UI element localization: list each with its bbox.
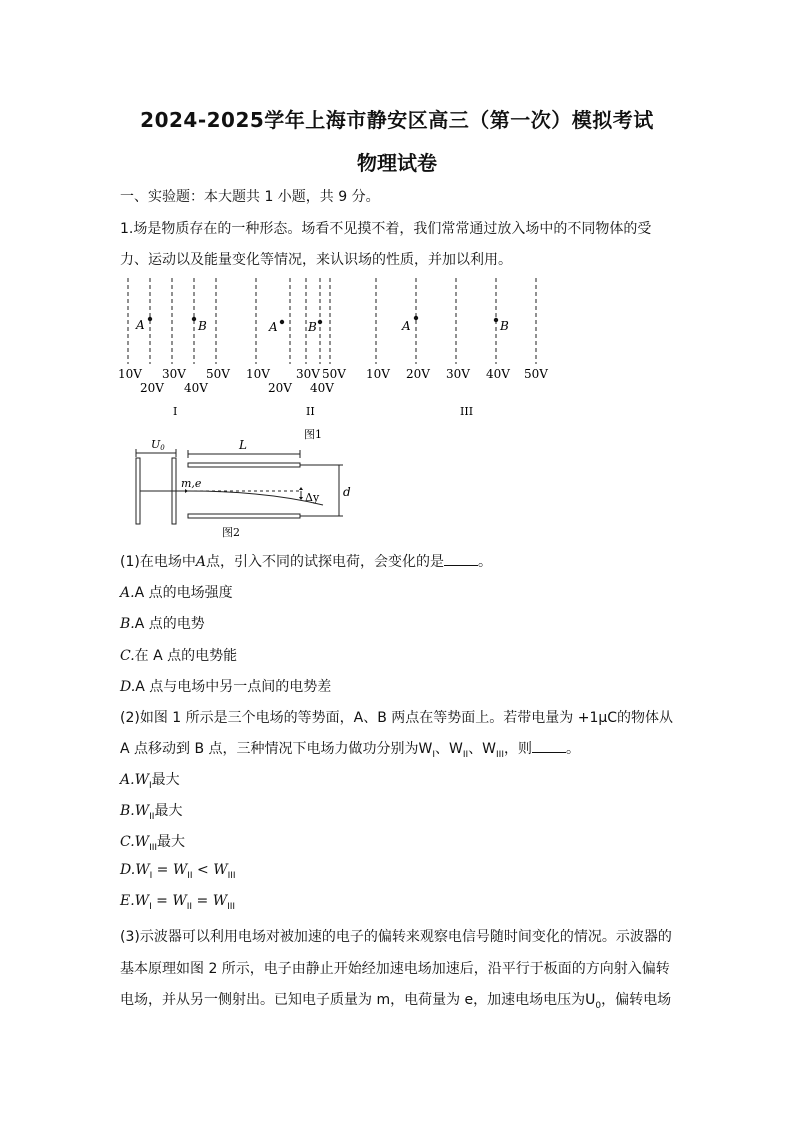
svg-text:30V: 30V <box>162 367 186 381</box>
q2-option-d[interactable]: $D.W_I = W_{II} < W_{III}$ <box>120 862 236 881</box>
svg-text:U0: U0 <box>151 440 165 452</box>
q3-line-3: 电场，并从另一侧射出。已知电子质量为 m，电荷量为 e，加速电场电压为$U_0$，偏转电场 <box>120 992 672 1011</box>
svg-text:B: B <box>500 319 509 333</box>
figure-1-caption: 图1 <box>304 428 322 441</box>
q1-option-b[interactable]: B.A 点的电势 <box>120 616 205 632</box>
svg-text:L: L <box>239 440 247 452</box>
q2-option-b[interactable]: $B.W_{II}$最大 <box>120 803 183 822</box>
figure-1-equipotentials <box>110 272 560 442</box>
point-b-3 <box>494 318 498 322</box>
intro-line-1: 1.场是物质存在的一种形态。场看不见摸不着，我们常常通过放入场中的不同物体的受 <box>120 221 652 237</box>
point-b-2 <box>318 320 322 324</box>
svg-text:40V: 40V <box>486 367 510 381</box>
section-heading: 一、实验题：本大题共 1 小题，共 9 分。 <box>120 189 380 205</box>
page-title: 2024-2025学年上海市静安区高三（第一次）模拟考试 <box>140 108 654 132</box>
point-a-2 <box>280 320 284 324</box>
intro-line-2: 力、运动以及能量变化等情况，来认识场的性质，并加以利用。 <box>120 252 512 268</box>
panel-label-3: III <box>460 405 474 418</box>
svg-text:10V: 10V <box>366 367 390 381</box>
point-b-1 <box>192 317 196 321</box>
svg-text:10V: 10V <box>118 367 142 381</box>
q2-option-a[interactable]: $A.W_I$最大 <box>120 772 180 791</box>
q2-line-1: (2)如图 1 所示是三个电场的等势面，A、B 两点在等势面上。若带电量为 +1μC的物体从 <box>120 710 674 726</box>
svg-text:m,e: m,e <box>181 477 202 490</box>
svg-text:50V: 50V <box>322 367 346 381</box>
q1-option-c[interactable]: C.在 A 点的电势能 <box>120 648 238 664</box>
q1-option-d[interactable]: D.A 点与电场中另一点间的电势差 <box>120 679 332 695</box>
figure-2-caption: 图2 <box>222 526 240 539</box>
svg-text:30V: 30V <box>446 367 470 381</box>
svg-text:50V: 50V <box>524 367 548 381</box>
figure-2-oscilloscope <box>125 440 365 540</box>
svg-text:20V: 20V <box>406 367 430 381</box>
page-subtitle: 物理试卷 <box>357 151 437 175</box>
svg-text:10V: 10V <box>246 367 270 381</box>
svg-text:40V: 40V <box>310 381 334 395</box>
svg-text:A: A <box>269 320 278 334</box>
q3-line-2: 基本原理如图 2 所示，电子由静止开始经加速电场加速后，沿平行于板面的方向射入偏转 <box>120 961 670 977</box>
panel-label-2: II <box>306 405 315 418</box>
point-a-1 <box>148 317 152 321</box>
q2-option-e[interactable]: $E.W_I = W_{II} = W_{III}$ <box>120 893 236 912</box>
q3-line-1: (3)示波器可以利用电场对被加速的电子的偏转来观察电信号随时间变化的情况。示波器的 <box>120 929 672 945</box>
svg-text:20V: 20V <box>140 381 164 395</box>
svg-text:40V: 40V <box>184 381 208 395</box>
svg-text:A: A <box>136 318 145 332</box>
q2-option-c[interactable]: $C.W_{III}$最大 <box>120 834 186 853</box>
svg-text:Δy: Δy <box>305 491 320 504</box>
svg-text:d: d <box>343 485 351 499</box>
svg-text:A: A <box>402 319 411 333</box>
svg-text:B: B <box>308 320 317 334</box>
q1-stem: (1)在电场中A点，引入不同的试探电荷，会变化的是 。 <box>120 554 492 570</box>
svg-text:50V: 50V <box>206 367 230 381</box>
svg-text:20V: 20V <box>268 381 292 395</box>
panel-label-1: I <box>173 405 178 418</box>
point-a-3 <box>414 316 418 320</box>
svg-text:B: B <box>198 319 207 333</box>
svg-text:30V: 30V <box>296 367 320 381</box>
q2-line-2: A 点移动到 B 点，三种情况下电场力做功分别为$W_I$、$W_{II}$、$W_{III}$，则 。 <box>120 741 580 760</box>
q1-option-a[interactable]: A.A 点的电场强度 <box>120 585 233 601</box>
